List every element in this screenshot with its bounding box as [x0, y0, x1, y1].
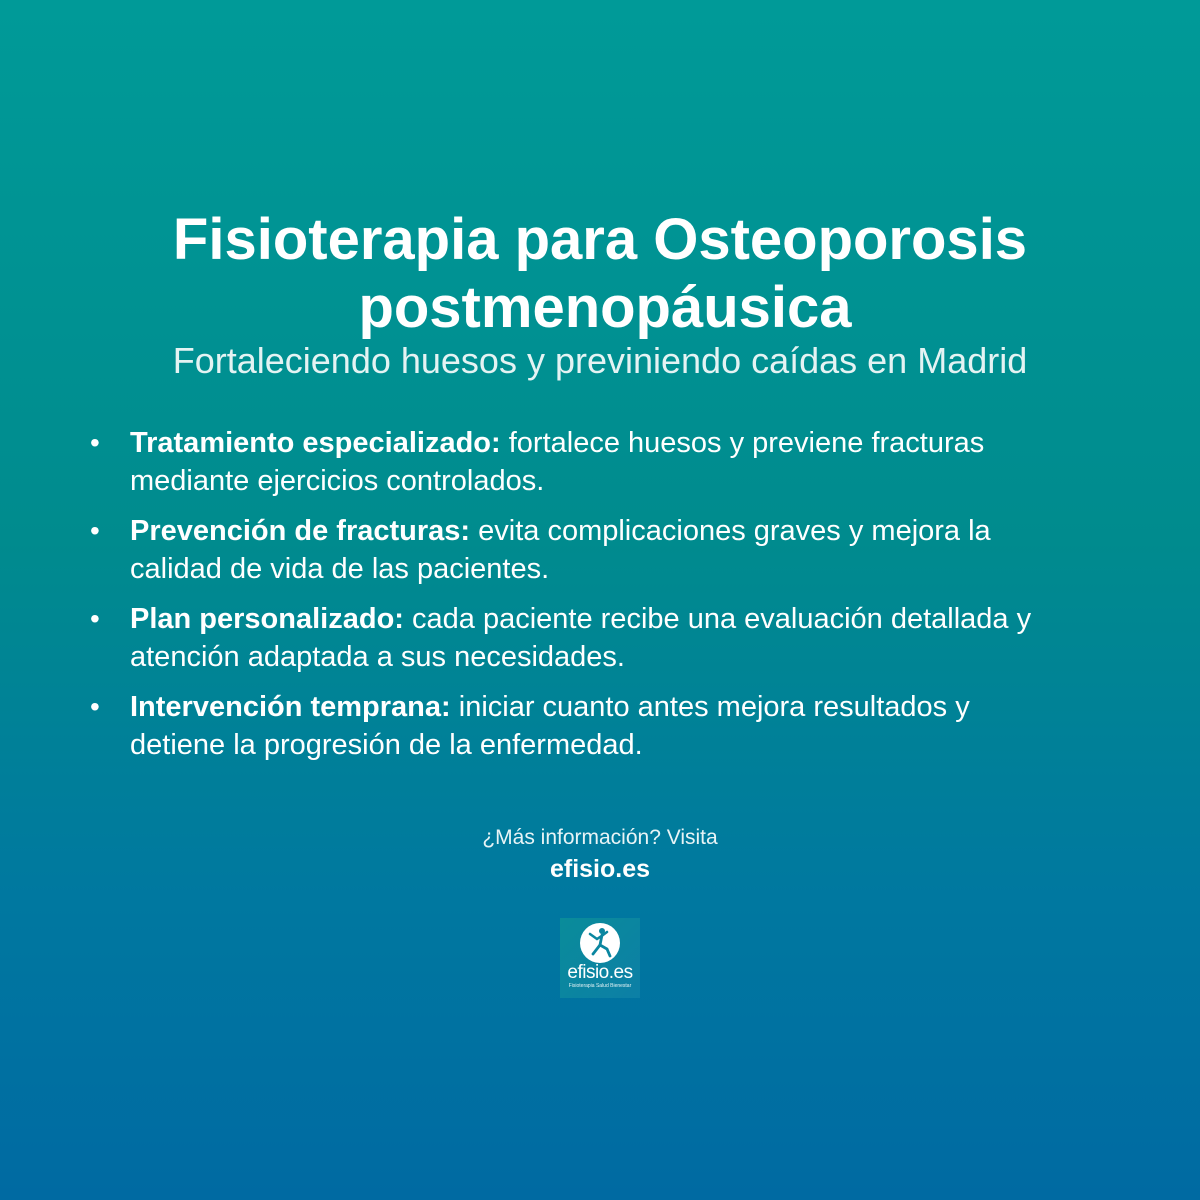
bullet-lead: Intervención temprana: [130, 691, 451, 723]
list-item [90, 688, 1060, 764]
bullet-dot: • [90, 603, 100, 634]
list-item [90, 600, 1060, 676]
bullet-text: fortalece huesos y previene fracturas mediante ejercicios controlados. [130, 427, 985, 497]
list-item [90, 424, 1060, 500]
subtitle: Fortaleciendo huesos y previniendo caídas en Madrid [172, 340, 1028, 381]
title-line-1: Fisioterapia para Osteoporosis [172, 207, 1028, 272]
website-link[interactable]: efisio.es [549, 855, 651, 883]
logo-tagline: Fisioterapia Salud Bienestar [568, 983, 632, 989]
bullet-dot: • [90, 691, 100, 722]
brand-logo [560, 918, 640, 998]
more-info-text: ¿Más información? Visita [482, 826, 718, 849]
benefits-list [90, 424, 1060, 776]
list-item [90, 512, 1060, 588]
bullet-text: iniciar cuanto antes mejora resultados y detiene la progresión de la enfermedad. [130, 691, 970, 761]
title-line-2: postmenopáusica [358, 275, 852, 340]
bullet-lead: Tratamiento especializado: [130, 427, 501, 459]
bullet-text: evita complicaciones graves y mejora la calidad de vida de las pacientes. [130, 515, 991, 585]
logo-wordmark: efisio.es [567, 962, 633, 983]
bullet-lead: Prevención de fracturas: [130, 515, 471, 547]
bullet-text: cada paciente recibe una evaluación detallada y atención adaptada a sus necesidades. [130, 603, 1032, 673]
running-figure-icon [560, 918, 640, 964]
bullet-dot: • [90, 515, 100, 546]
page-title [0, 206, 1200, 342]
bullet-lead: Plan personalizado: [130, 603, 404, 635]
bullet-dot: • [90, 427, 100, 458]
